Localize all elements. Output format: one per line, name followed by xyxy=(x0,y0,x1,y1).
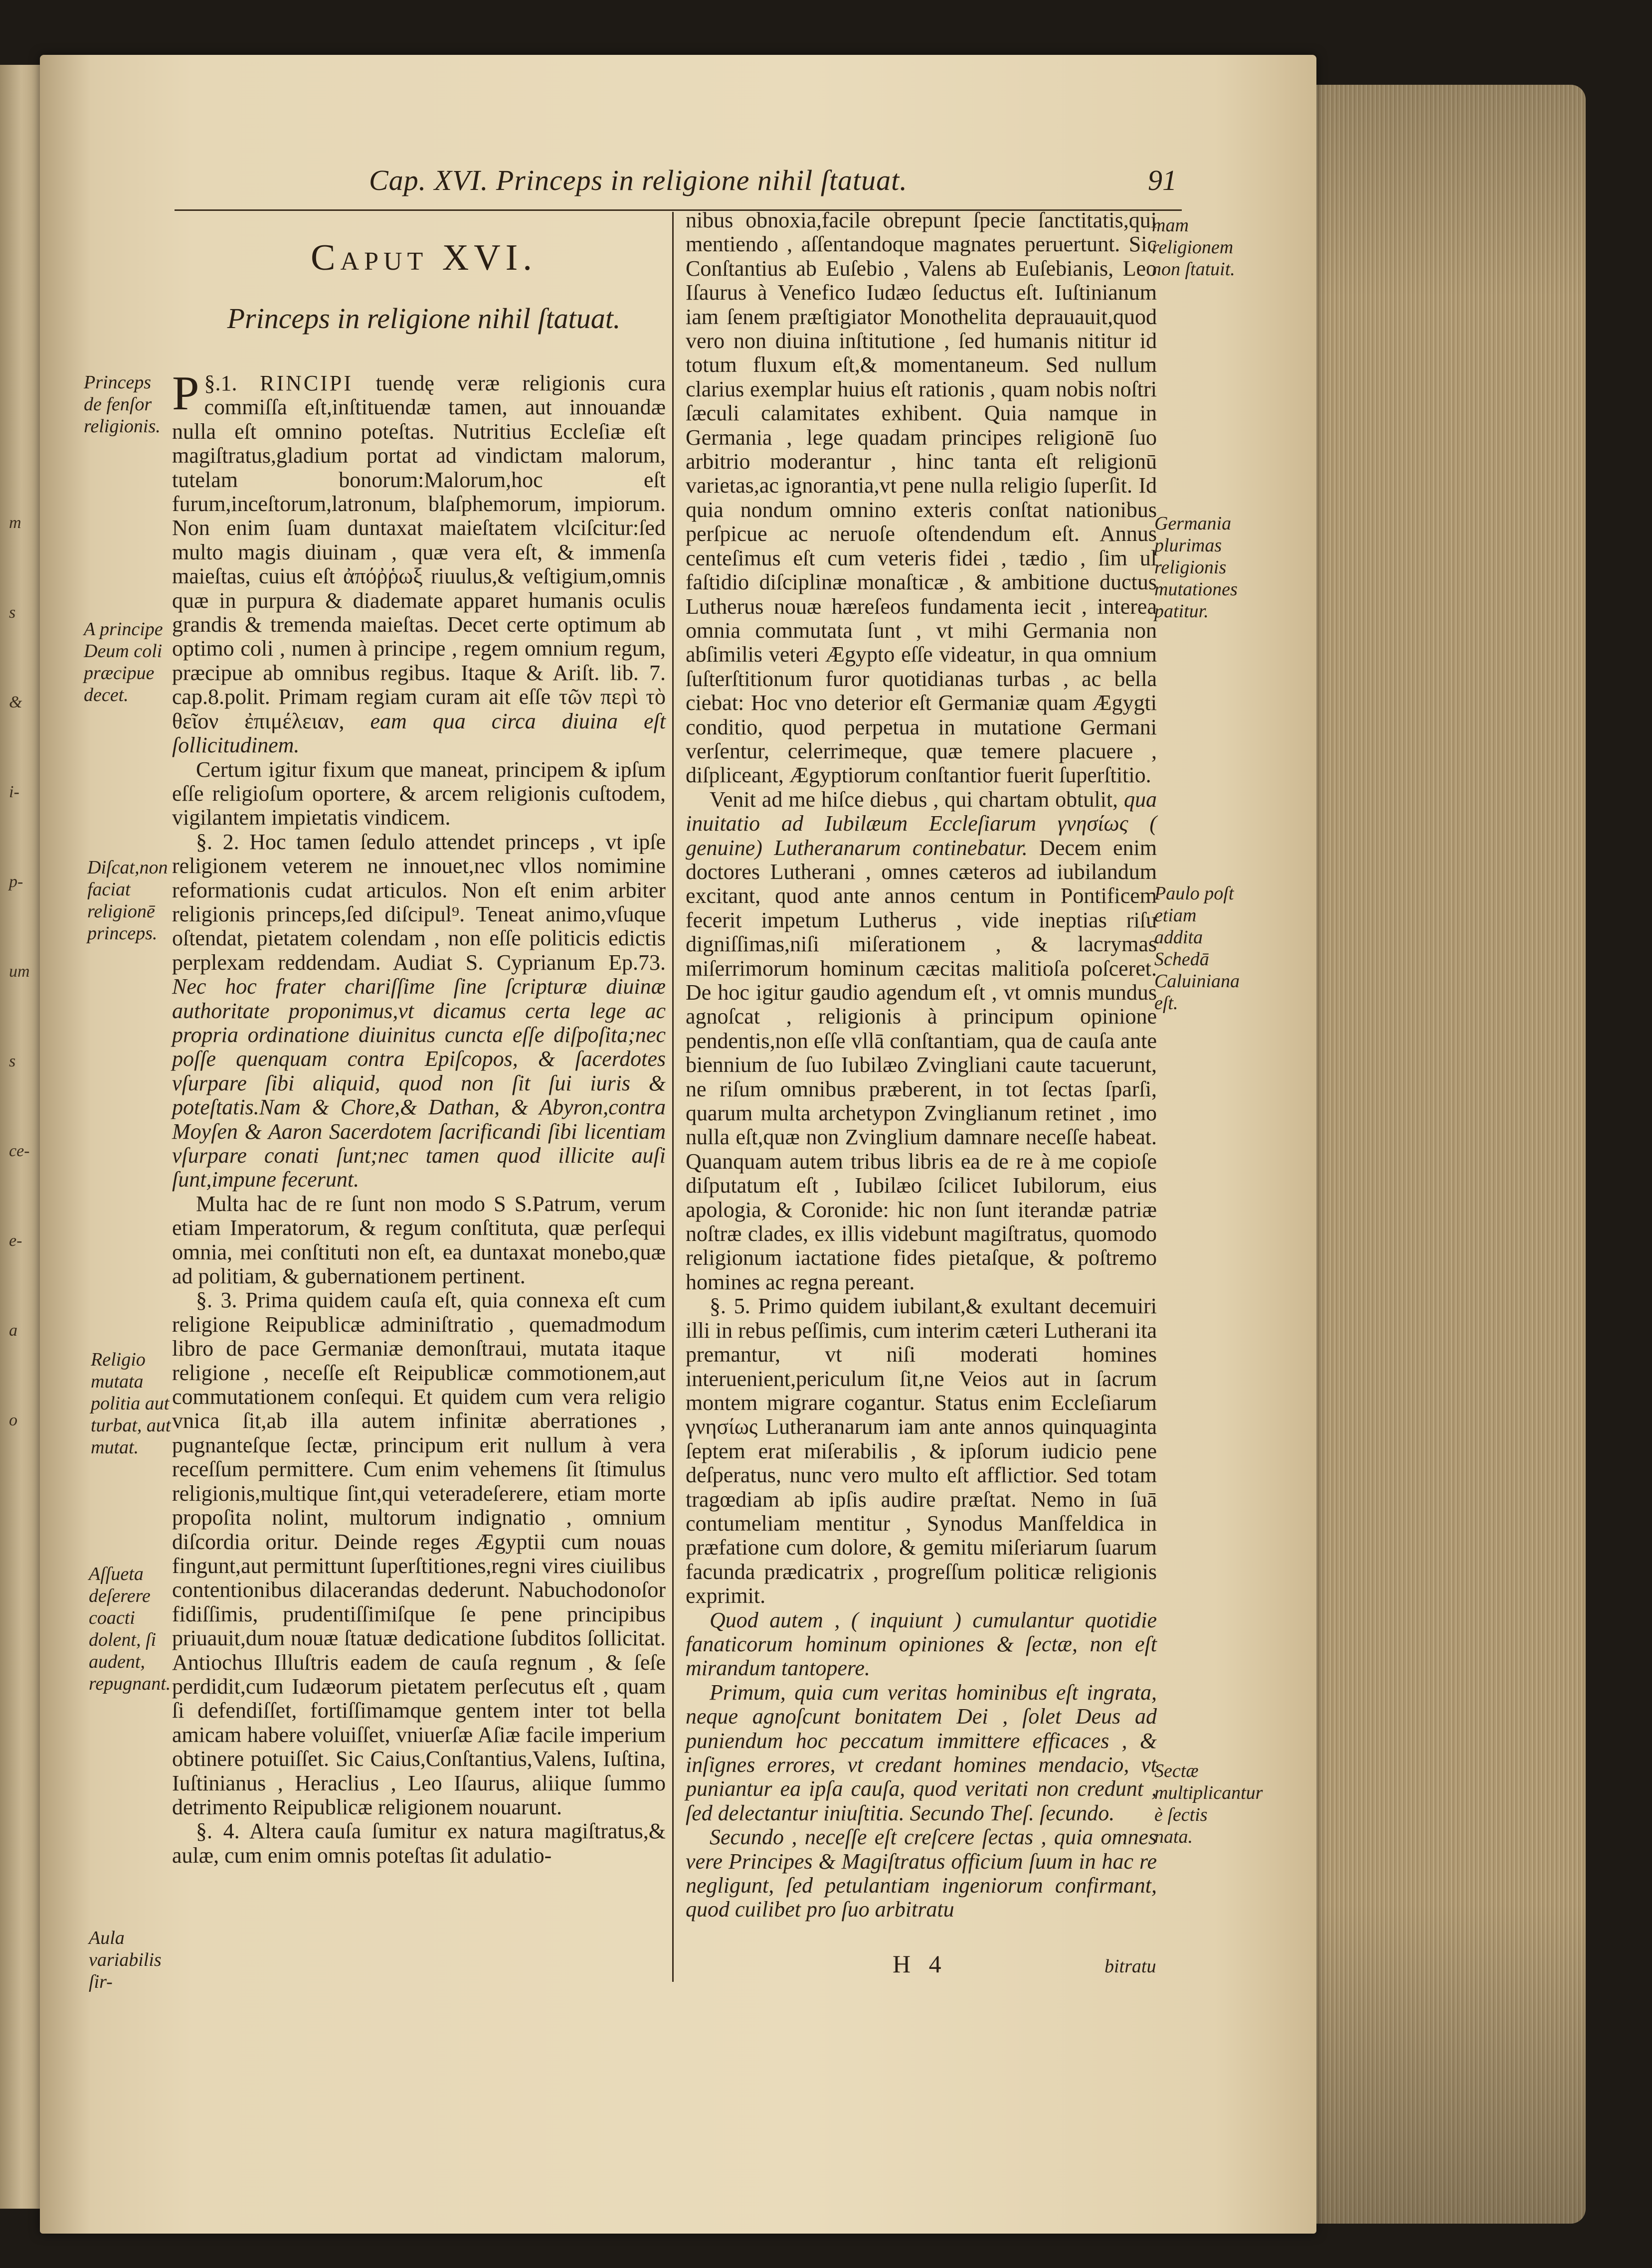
paragraph xyxy=(686,1294,1157,1608)
lead-caps: RINCIPI xyxy=(260,371,353,395)
left-page-fragment: ce- xyxy=(9,1142,30,1160)
chapter-title: Caput XVI. xyxy=(311,237,537,278)
paragraph xyxy=(686,1681,1157,1825)
marginal-note-princeps-defensor: Princeps de fenſor religionis. xyxy=(84,372,161,437)
left-page-fragment: a xyxy=(9,1321,17,1340)
marginal-note-religio-mutata: Religio mutata politia aut turbat, aut mutat. xyxy=(91,1349,171,1458)
paragraph-text: Certum igitur fixum que maneat, principem & ipſum eſſe religioſum oportere, & arcem religionis cuſtodem, vigilantem impietatis vindicem. xyxy=(172,757,666,830)
paragraph xyxy=(686,1608,1157,1681)
paragraph-text: tuendę veræ religionis cura commiſſa eſt,inſtituendæ tamen, aut innouandæ nulla eſt omnino poteſtas. Nutritius Eccleſiæ eſt magiſtratus,gladium portat ad vindictam malorum, tutelam bonorum:Malorum,hoc eſt furum,inceſtorum,latronum, blaſphemorum, impiorum. Non enim ſuam duntaxat maieſtatem vlciſcitur:ſed multo magis diuinam , quæ vera eſt, & immenſa maieſtas, cuius eſt ἀπόῤῥωξ riuulus,& veſtigium,omnis quæ in purpura & diademate apparet humanis oculis grandis & tremenda maieſtas. Decet certe optimum ab optimo coli , numen à principe , regem omnium regum, præcipue ab omnibus regibus. Itaque & Ariſt. lib. 7. cap.8.polit. Primam regiam curam ait eſſe τῶν περὶ τὸ θεῖον ἐπιμέλειαν, xyxy=(172,371,666,733)
left-page-fragment: i- xyxy=(9,783,19,801)
column-rule xyxy=(672,212,674,1982)
left-page-fragment: m xyxy=(9,514,21,532)
paragraph xyxy=(172,830,666,1192)
marginal-note-discat: Diſcat,non faciat religionē princeps. xyxy=(87,857,168,944)
signature-mark: H 4 xyxy=(893,1950,947,1978)
paragraph-text: Quod autem , ( inquiunt ) cumulantur quotidie fanaticorum hominum opiniones & ſectæ, non eſt mirandum tantopere. xyxy=(686,1607,1157,1681)
paragraph xyxy=(172,1819,666,1868)
paragraph-text: Decem enim doctores Lutherani , omnes cæteros ad iubilandum excitant, quod ante annos centum in Pontificem fecerit impetum Lutherus , vide ineptias riſu digniſſimas,niſi miſerationem , & lacrymas miſerrimorum hominum cæcitas malitioſa poſceret. De hoc igitur gaudio agendum eſt , vt omnis mundus agnoſcat , religionis à principum opinione pendentis,non eſſe vllā conſtantiam, qua de cauſa ante biennium de ſuo Iubilæo Zvingliani caute tacuerunt, ne riſum omnibus præberent, in tot ſectas ſparſi, quarum multa archetypon Zvinglianum retinet , imo nulla eſt,quæ non Zvinglium damnare neceſſe habeat. Quanquam autem tribus libris ea de re à me copioſe diſputatum eſt , Iubilæo ſcilicet Iubilorum, eius apologia, & Coronide: hic non ſunt iterandæ patriæ noſtræ clades, ex illis videbunt magiſtratus, quomodo religionum iactatione fides pietaſque, & poſtremo homines ac regna pereant. xyxy=(686,835,1157,1294)
marginal-note-aula: Aula variabilis ſir- xyxy=(89,1927,162,1992)
left-column xyxy=(172,366,666,1868)
page-number: 91 xyxy=(1148,164,1177,196)
paragraph xyxy=(172,758,666,830)
paragraph-text: Multa hac de re ſunt non modo S S.Patrum, verum etiam Imperatorum, & regum conſtituta, quæ perſequi omnia, mei conſtituti non eſt, ea duntaxat monebo,quæ ad politiam, & gubernationem pertinent. xyxy=(172,1191,666,1289)
fore-edge-shadow xyxy=(1306,85,1586,2224)
right-column xyxy=(686,208,1157,1922)
marginal-note-paulo-post: Paulo poſt etiam addita Schedā Caluiniana eſt. xyxy=(1154,883,1240,1014)
paragraph-text: §. 5. Primo quidem iubilant,& exultant decemuiri illi in rebus peſſimis, cum interim cæteri Lutherani ita premantur, vt niſi moderati homines interuenient,periculum ſit,ne Veios aut in ſacrum montem migrare cogantur. Status enim Eccleſiarum γνησίως Lutheranarum iam ante annos quinquaginta ſeptem erat miſerabilis , & ipſorum iudicio pene deſperatus, nunc vero multo eſt afflictior. Sed totam tragœdiam ab ipſis audire præſtat. Nemo in ſuā contumeliam mentitur , Synodus Manſfeldica in præfatione cum dolore, & gemitu miſeriarum ſuarum facunda prædicatrix , progreſſum politicæ religionis exprimit. xyxy=(686,1294,1157,1608)
italic-quotation: qua inuitatio ad Iubilæum Eccleſiarum γνησίως ( genuine) Lutheranarum continebatur. xyxy=(686,787,1157,860)
left-page-fragment: p- xyxy=(9,872,23,891)
paragraph xyxy=(172,1288,666,1819)
marginal-note-sectae: Sectæ multiplicantur è ſectis nata. xyxy=(1154,1760,1263,1847)
left-page-fragment: & xyxy=(9,693,22,711)
marginal-note-germania: Germania plurimas religionis mutationes patitur. xyxy=(1154,513,1238,622)
paragraph-text: Venit ad me hiſce diebus , qui chartam obtulit, xyxy=(710,787,1118,812)
drop-capital: P xyxy=(172,366,199,420)
left-page-fragment: s xyxy=(9,603,16,622)
paragraph xyxy=(172,1192,666,1289)
left-page-fragment: um xyxy=(9,962,30,981)
italic-quotation: eam qua circa diuina eſt ſollicitudinem. xyxy=(172,708,666,758)
paragraph-text: Primum, quia cum veritas hominibus eſt ingrata, neque agnoſcunt bonitatem Dei , ſolet Deus ad puniendum hoc peccatum immittere efficaces , & inſignes errores, vt credant homines mendacio, vt puniantur ea ipſa cauſa, quod veritati non credunt , ſed delectantur iniuſtitia. Secundo Theſ. ſecundo. xyxy=(686,1680,1157,1825)
section-number: §.1. xyxy=(204,371,260,395)
left-page-fragment: e- xyxy=(9,1231,22,1250)
running-title: Cap. XVI. Princeps in religione nihil ſtatuat. xyxy=(369,164,908,196)
paragraph xyxy=(172,366,666,758)
left-page-fragment: s xyxy=(9,1052,16,1070)
marginal-note-assueta: Aſſueta deſerere coacti dolent, ſi audent, repugnant. xyxy=(89,1564,171,1694)
paragraph xyxy=(686,788,1157,1295)
catchword: bitratu xyxy=(1104,1956,1156,1977)
paragraph xyxy=(686,208,1157,788)
paragraph-text: nibus obnoxia,facile obrepunt ſpecie ſanctitatis,qui mentiendo , aſſentandoque magnates peruertunt. Sic Conſtantius ab Euſebio , Valens ab Euſebianis, Leo Iſaurus à Venefico Iudæo ſeductus eſt. Iuſtinianum iam ſenem præſtigiator Monothelita deprauauit,quod vero non diuina inſtitutione , ſed humanis nititur id totum fluxum eſt,& momentaneum. Sed nullum clarius exemplar huius eſt rationis , quam nobis noſtri ſæculi calamitates exhibent. Quia namque in Germania , lege quadam principes religionē ſuo arbitrio moderantur , hinc tanta eſt religionū varietas,ac ignorantia,vt pene nulla religio ſuperſit. Id quia nondum omnino exteris conſtat nationibus perſpicue ac neruoſe oſtendendum eſt. Annus centeſimus eſt cum veteris fidei , tædio , ſim ul faſtidio diſciplinæ monaſticæ , & ambitione ductus Lutherus nouæ hæreſeos fundamenta iecit , interea omnia commutata ſunt , vt mihi Germania non abſimilis veteri Ægypto eſſe videatur, in qua omnium ſuſterſtitionum furor quotidianas turbas , ac bella ciebat: Hoc vno deterior eſt Germaniæ quam Ægygti conditio, quod perpetua in mutatione Germani verſentur, celerrimeque, quæ temere placuere , diſpliceant, Ægyptiorum conſtantior fuerit ſuperſtitio. xyxy=(686,208,1157,788)
paragraph-text: §. 2. Hoc tamen ſedulo attendet princeps , vt ipſe religionem veterem ne innouet,nec vllos nomimine reformationis cudat articulos. Non eſt enim arbiter religionis princeps,ſed diſcipul⁹. Teneat animo,vſuque oſtendat, pietatem colendam , non eſſe politicis edictis perplexam reddendam. Audiat S. Cyprianum Ep.73. xyxy=(172,829,666,975)
paragraph-text: §. 3. Prima quidem cauſa eſt, quia connexa eſt cum religione Reipublicæ adminiſtratio , quemadmodum libro de pace Germaniæ demonſtraui, mutata itaque religione , neceſſe eſt Reipublicæ commotionem,aut commutationem conſequi. Et quidem cum vera religio vnica ſit,ab illa autem infinitæ aberrationes , pugnanteſque ſectæ, principum erit nullum à vera receſſum permittere. Cum enim vehemens ſit ſtimulus religionis,multique ſint,qui veteradeſerere, etiam morte propoſita nolint, multorum indignatio , omnium diſcordia oritur. Deinde reges Ægyptii cum nouas fingunt,aut permittunt ſuperſtitiones,regni vires ciuilibus contentionibus dilacerandas dederunt. Nabuchodonoſor fidiſſimis, prudentiſſimiſque ſe pene principibus priuauit,dum nouæ ſtatuæ dedicatione ſubditos ſollicitat. Antiochus Illuſtris eadem de cauſa regnum , & ſeſe perdidit,cum Iudæorum pietatem perſecutus eſt , quam ſi defendiſſet, fortiſſimamque gentem inter tot bella amicam habere voluiſſet, vniuerſæ Aſiæ facile imperium obtinere potuiſſet. Sic Caius,Conſtantius,Valens, Iuſtina, Iuſtinianus , Heraclius , Leo Iſaurus, aliique ſummo detrimento Reipublicæ religionem nouarunt. xyxy=(172,1288,666,1819)
running-head xyxy=(349,164,1177,208)
paragraph xyxy=(686,1825,1157,1922)
paragraph-text: Secundo , neceſſe eſt creſcere ſectas , quia omnes vere Principes & Magiſtratus officium ſuum in hac re negligunt, ſed petulantiam ingeniorum confirmant, quod cuilibet pro ſuo arbitratu xyxy=(686,1825,1157,1922)
italic-quotation: Nec hoc frater chariſſime ſine ſcripturæ diuinæ authoritate proponimus,vt dicamus certa lege ac propria ordinatione diuinitus cuncta eſſe diſpoſita;nec poſſe quenquam contra Epiſcopos, & ſacerdotes vſurpare ſibi aliquid, quod non ſit ſui iuris & poteſtatis.Nam & Chore,& Dathan, & Abyron,contra Moyſen & Aaron Sacerdotem ſacrificandi ſibi licentiam vſurpare conati ſunt;nec tamen quod illicite auſi ſunt,impune fecerunt. xyxy=(172,974,666,1192)
marginal-note-mam-religionem: mam religionem non ſtatuit. xyxy=(1152,215,1235,280)
chapter-subtitle: Princeps in religione nihil ſtatuat. xyxy=(227,302,621,335)
marginal-note-a-principe: A principe Deum coli præcipue decet. xyxy=(84,619,163,705)
paragraph-text: §. 4. Altera cauſa ſumitur ex natura magiſtratus,& aulæ, cum enim omnis poteſtas ſit adulatio- xyxy=(172,1819,666,1868)
left-page-fragment: o xyxy=(9,1411,17,1429)
